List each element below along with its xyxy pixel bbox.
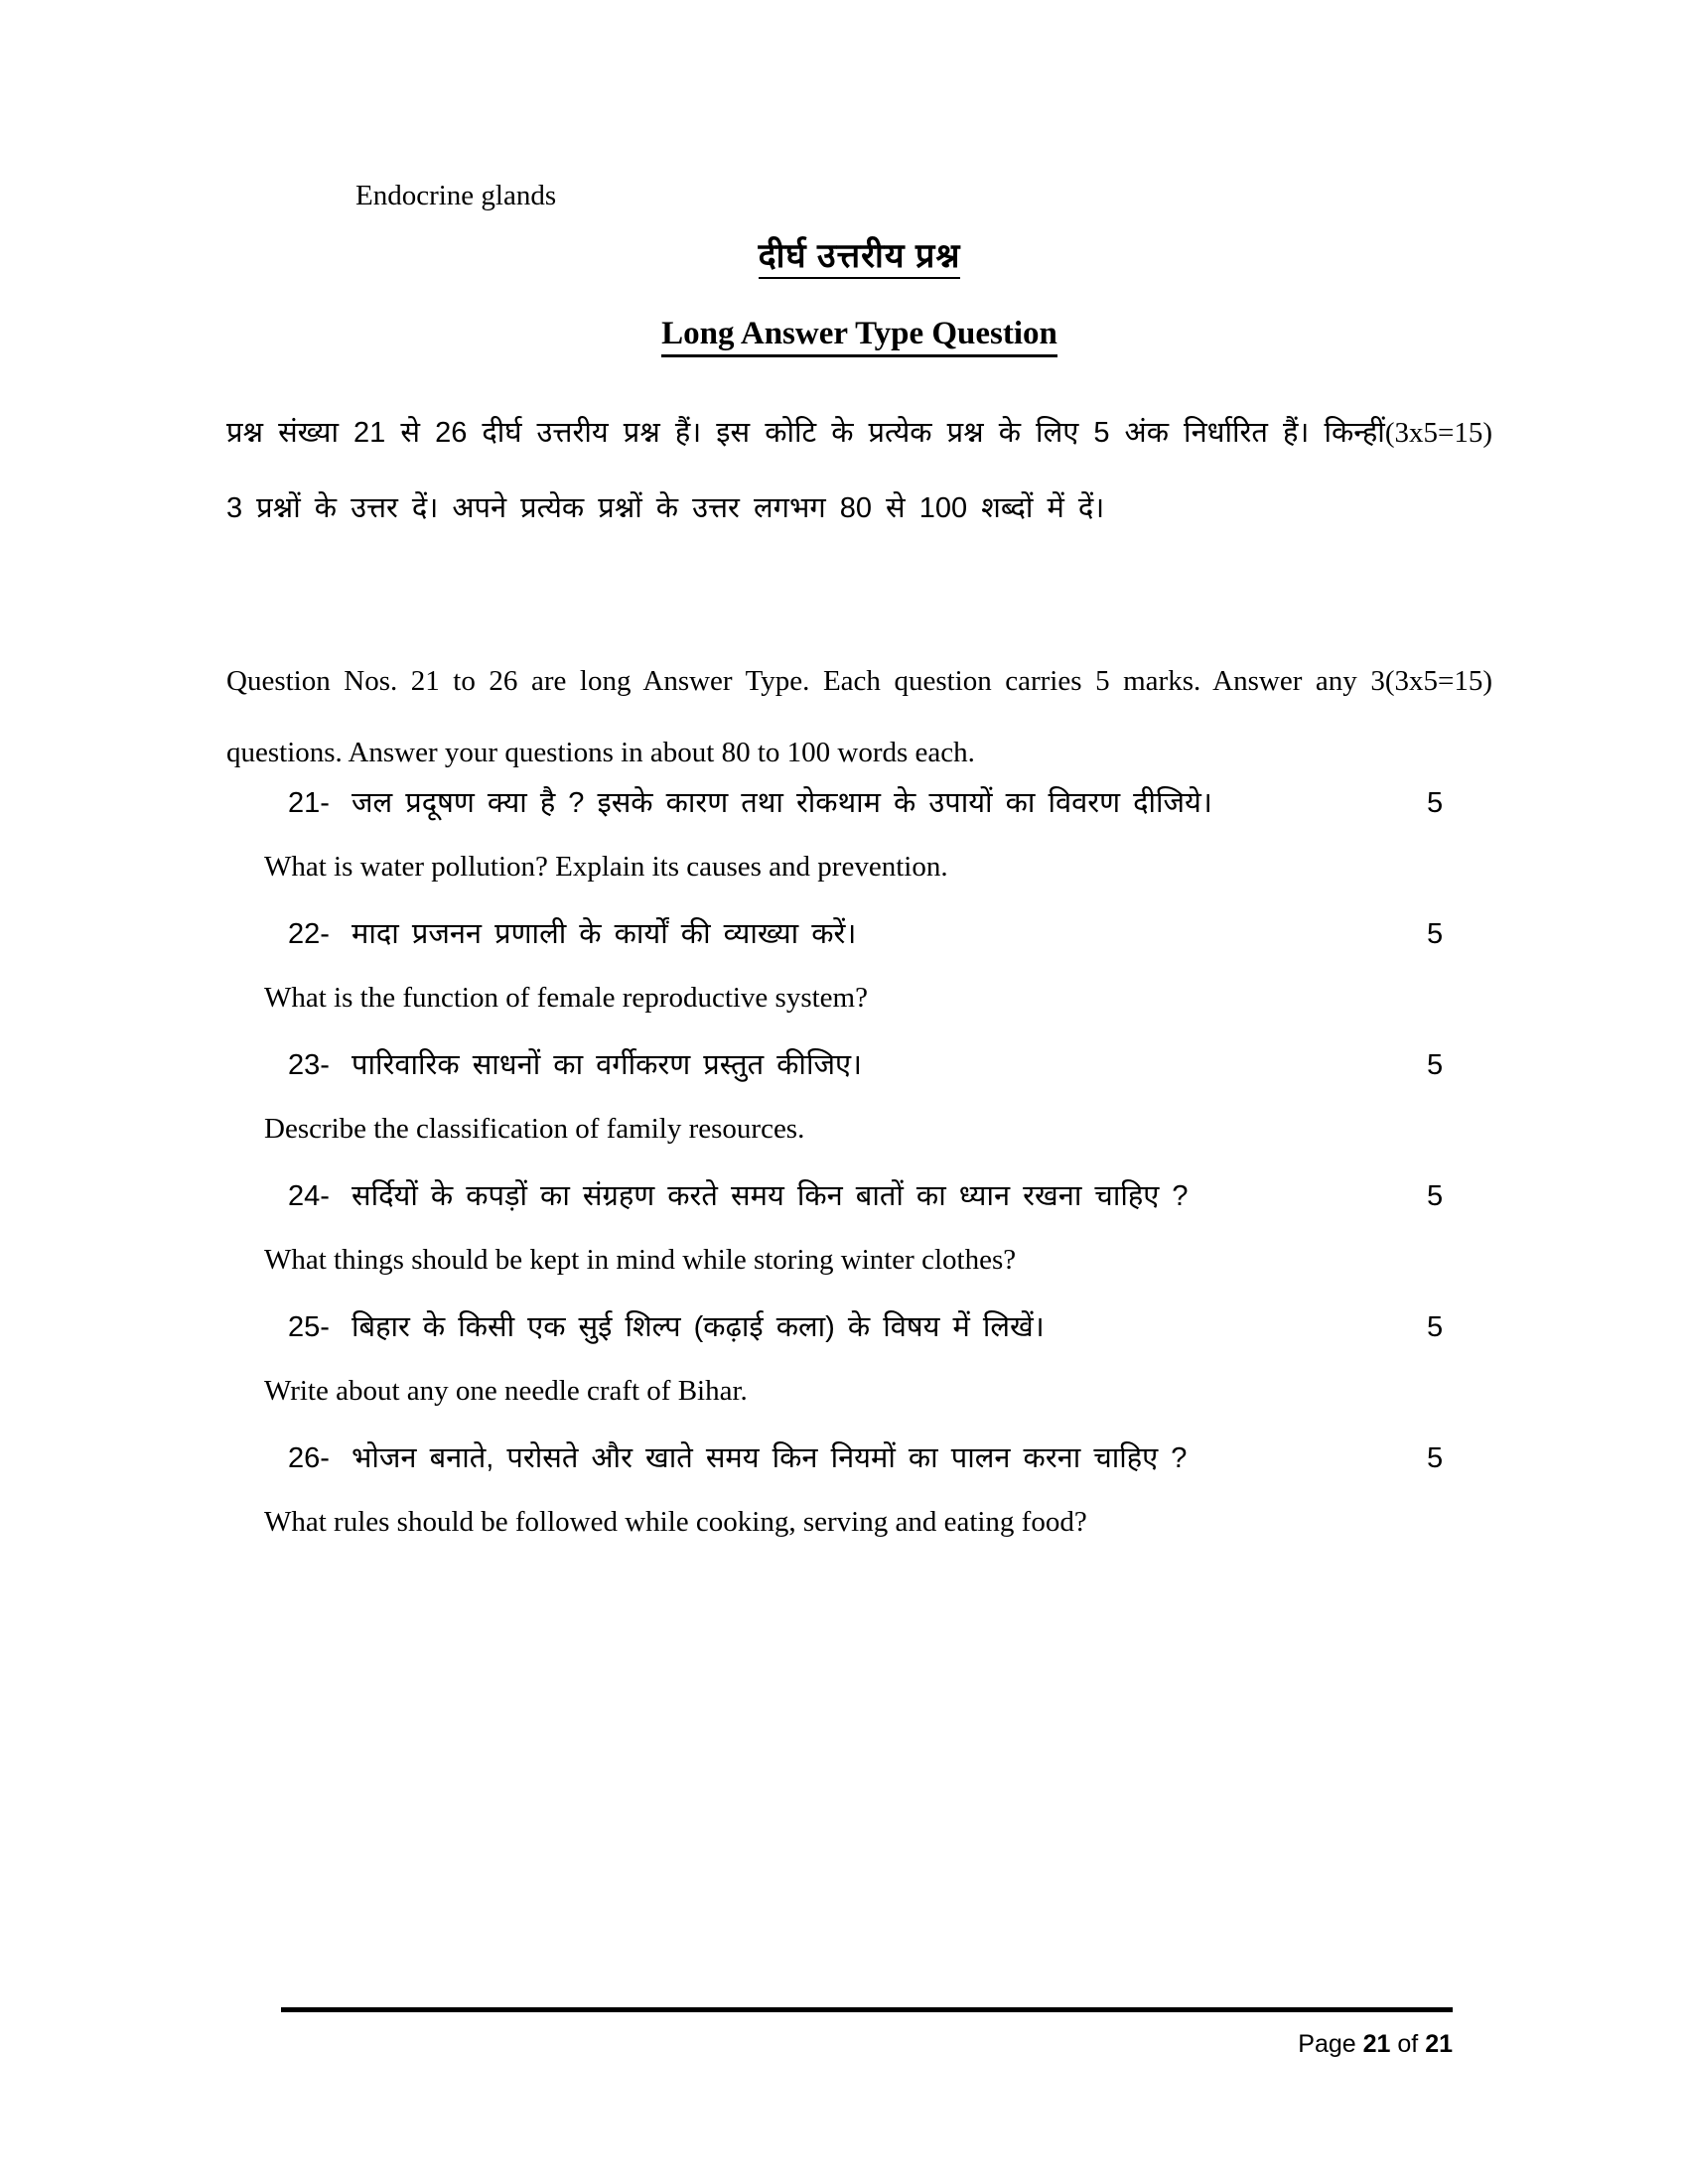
question-text-hindi: बिहार के किसी एक सुई शिल्प (कढ़ाई कला) के विषय में लिखें।	[352, 1311, 1045, 1343]
question-marks: 5	[1427, 787, 1444, 819]
footer-middle: of	[1390, 2030, 1426, 2058]
question-marks: 5	[1427, 1442, 1444, 1474]
question-list	[226, 780, 1492, 1567]
section-heading-hindi-text: दीर्घ उत्तरीय प्रश्न	[759, 237, 961, 279]
question-item	[226, 1435, 1492, 1545]
instructions-english	[226, 645, 1492, 788]
question-text-english: What is the function of female reproductive system?	[264, 982, 868, 1014]
question-item	[226, 780, 1492, 889]
instructions-hindi-marks: (3x5=15)	[1384, 417, 1492, 449]
question-text-hindi: भोजन बनाते, परोसते और खाते समय किन नियमों का पालन करना चाहिए ?	[352, 1442, 1188, 1474]
instructions-english-text: Question Nos. 21 to 26 are long Answer Type. Each question carries 5 marks. Answer any 3 questions. Answer your questions in about 80 to 100 words each.	[226, 665, 1385, 768]
question-marks: 5	[1427, 1311, 1444, 1343]
question-item	[226, 911, 1492, 1021]
question-number: 26-	[288, 1442, 330, 1474]
question-text-hindi: पारिवारिक साधनों का वर्गीकरण प्रस्तुत कीजिए।	[352, 1049, 863, 1081]
question-number: 25-	[288, 1311, 330, 1343]
question-text-english: What things should be kept in mind while storing winter clothes?	[264, 1244, 1017, 1276]
question-text-english: What rules should be followed while cooking, serving and eating food?	[264, 1506, 1087, 1538]
stray-text-endocrine-glands: Endocrine glands	[355, 180, 557, 211]
footer-page-number	[281, 2030, 1453, 2059]
question-marks: 5	[1427, 1049, 1444, 1081]
section-heading-hindi	[226, 231, 1492, 277]
question-item	[226, 1042, 1492, 1152]
question-item	[226, 1173, 1492, 1283]
question-text-hindi: सर्दियों के कपड़ों का संग्रहण करते समय किन बातों का ध्यान रखना चाहिए ?	[352, 1180, 1189, 1212]
section-heading-english	[226, 316, 1492, 352]
question-text-hindi: जल प्रदूषण क्या है ? इसके कारण तथा रोकथाम के उपायों का विवरण दीजिये।	[352, 787, 1212, 819]
instructions-english-marks: (3x5=15)	[1384, 665, 1492, 697]
question-marks: 5	[1427, 1180, 1444, 1212]
footer-total-pages: 21	[1425, 2030, 1453, 2058]
footer-divider	[281, 2007, 1453, 2012]
question-number: 23-	[288, 1049, 330, 1081]
question-text-hindi: मादा प्रजनन प्रणाली के कार्यों की व्याख्या करें।	[352, 918, 857, 950]
question-marks: 5	[1427, 918, 1444, 950]
question-number: 21-	[288, 787, 330, 819]
question-text-english: Describe the classification of family resources.	[264, 1113, 805, 1145]
section-heading-english-text: Long Answer Type Question	[661, 316, 1057, 357]
question-number: 22-	[288, 918, 330, 950]
question-number: 24-	[288, 1180, 330, 1212]
footer-current-page: 21	[1362, 2030, 1391, 2058]
instructions-hindi	[226, 395, 1492, 546]
instructions-hindi-text: प्रश्न संख्या 21 से 26 दीर्घ उत्तरीय प्रश्न हैं। इस कोटि के प्रत्येक प्रश्न के लिए 5 अंक निर्धारित हैं। किन्हीं 3 प्रश्नों के उत्तर दें। अपने प्रत्येक प्रश्नों के उत्तर लगभग 80 से 100 शब्दों में दें।	[226, 417, 1385, 524]
question-text-english: What is water pollution? Explain its causes and prevention.	[264, 851, 948, 883]
question-text-english: Write about any one needle craft of Bihar.	[264, 1375, 748, 1407]
footer-prefix: Page	[1298, 2030, 1363, 2058]
question-item	[226, 1304, 1492, 1414]
